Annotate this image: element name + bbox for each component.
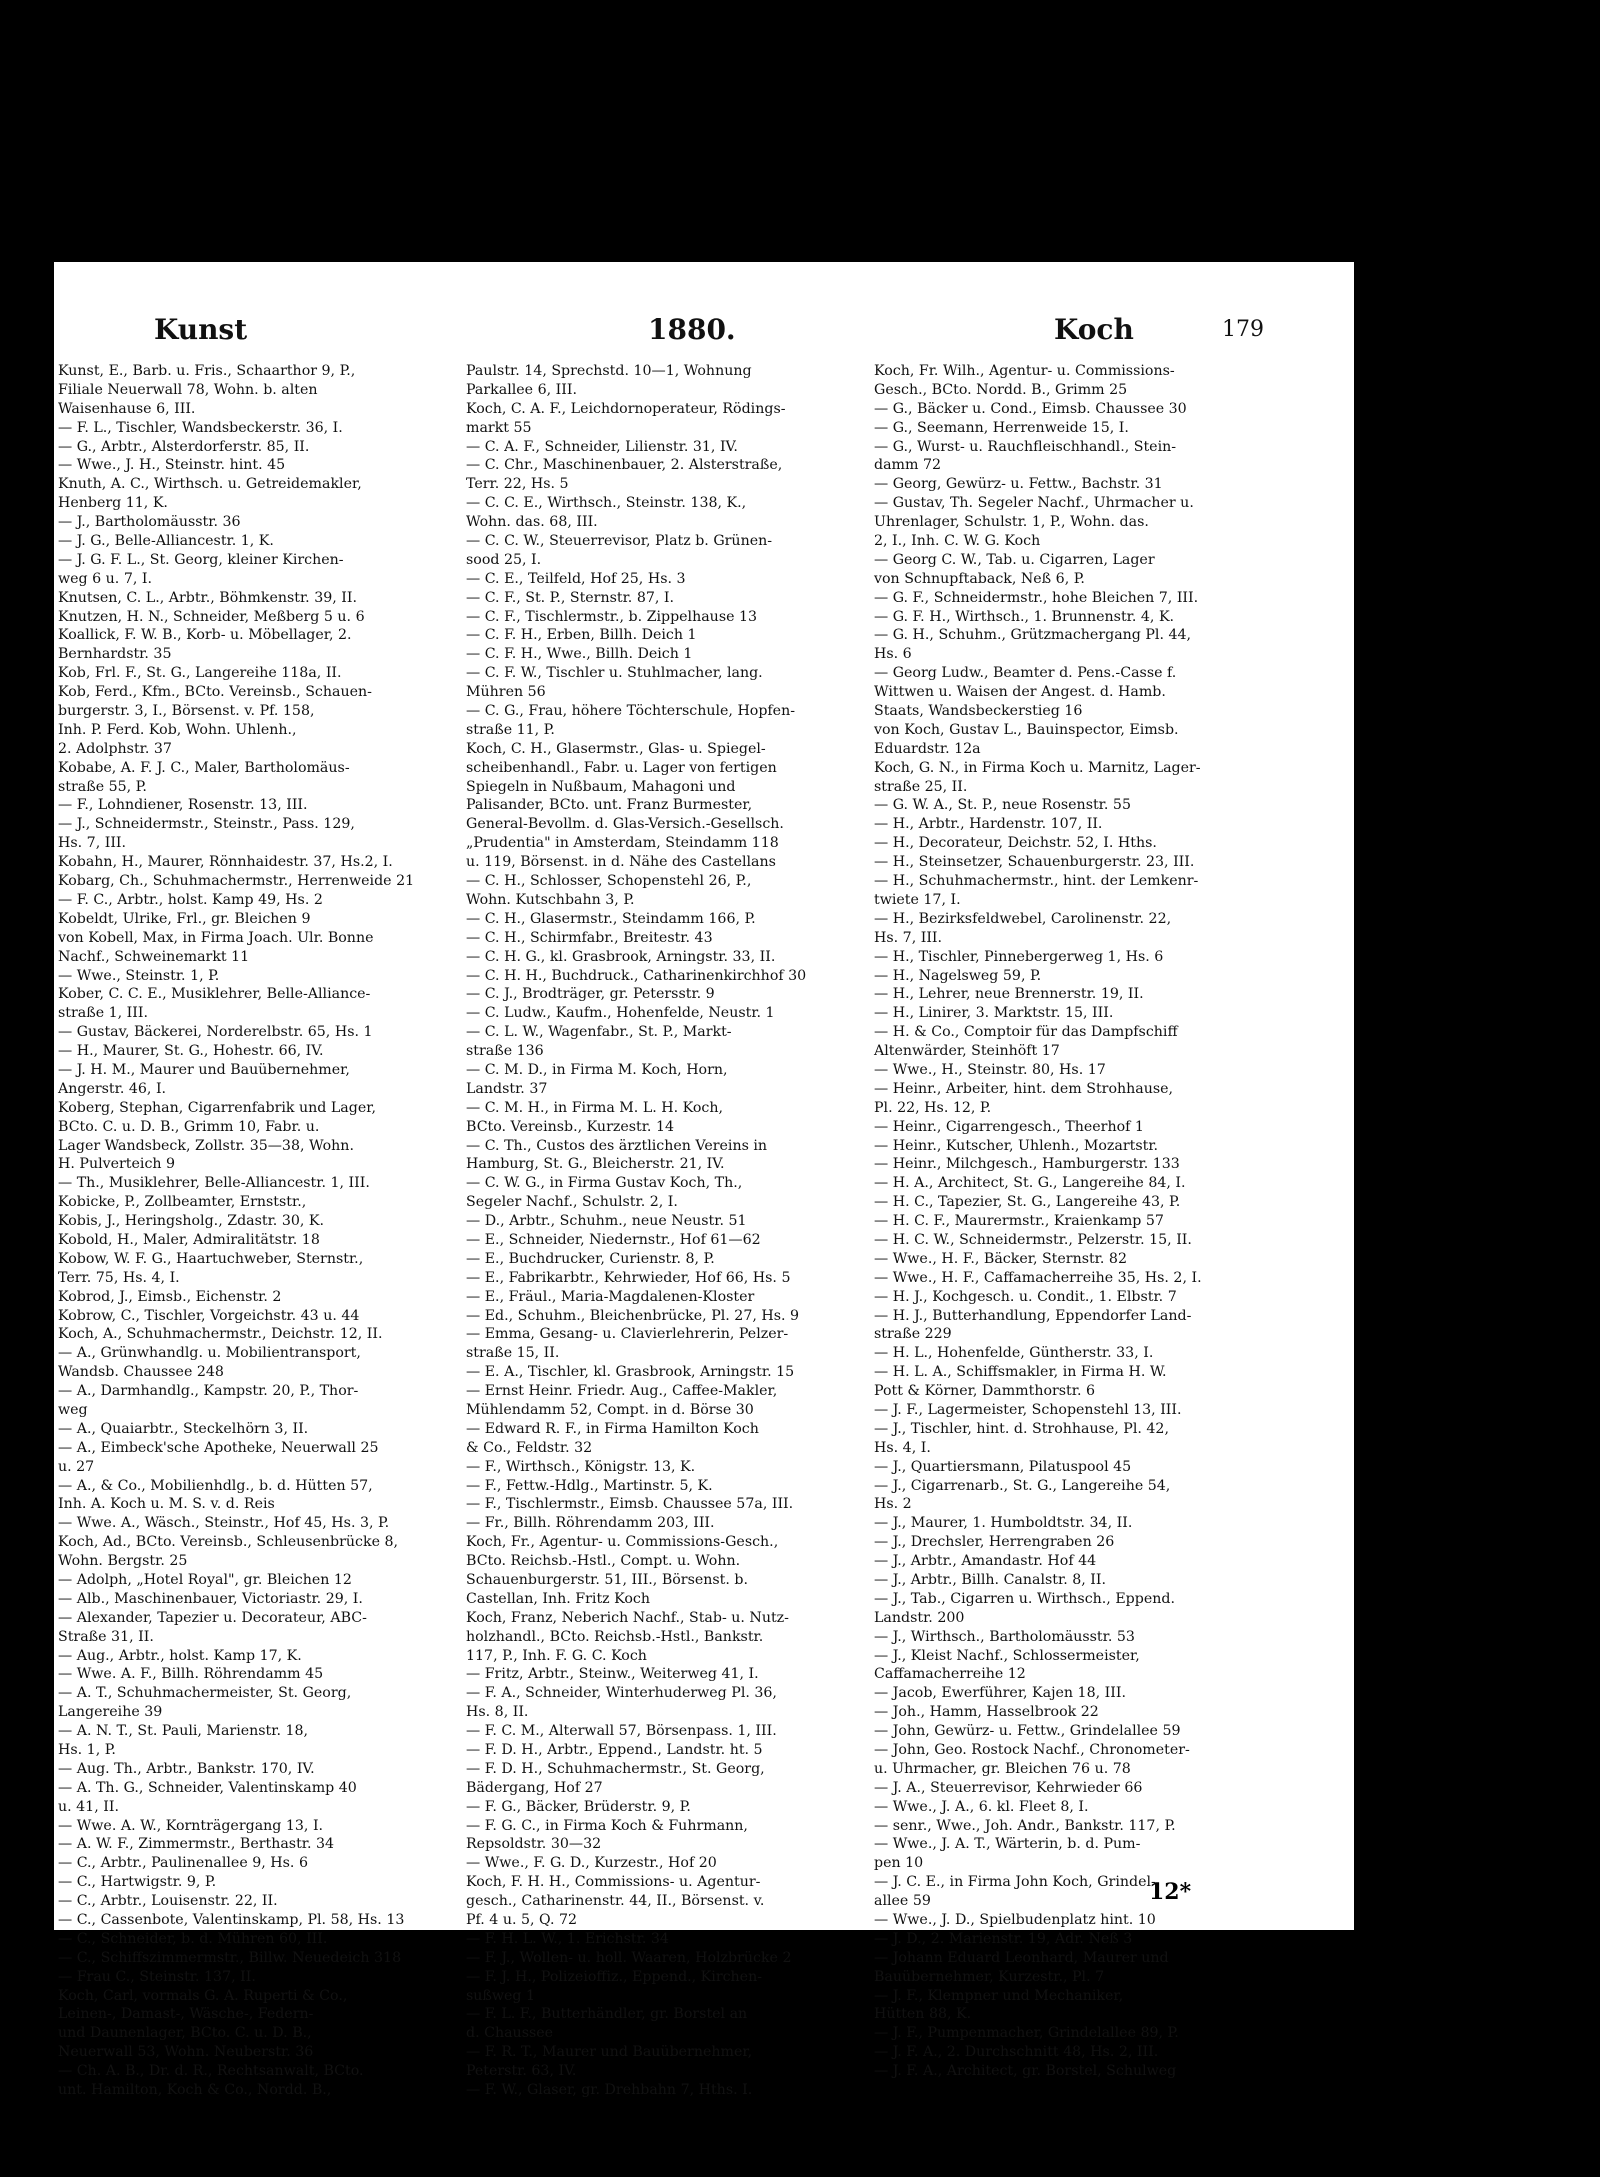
entry-line: weg	[58, 1401, 88, 1418]
entry-line: — Heinr., Arbeiter, hint. dem Strohhause,	[874, 1080, 1174, 1097]
entry-line: Bauübernehmer, Kurzestr., Pl. 7	[874, 1968, 1105, 1985]
entry-line: Altenwärder, Steinhöft 17	[874, 1043, 1060, 1060]
entry-line: — H., Decorateur, Deichstr. 52, I. Hths.	[874, 835, 1157, 852]
entry-line: weg 6 u. 7, I.	[58, 570, 152, 587]
entry-line: — F. H. L. W., 1. Erichstr. 34	[466, 1930, 669, 1947]
entry-line: General-Bevollm. d. Glas-Versich.-Gesellsch.	[466, 816, 784, 833]
entry-line: — F., Wirthsch., Königstr. 13, K.	[466, 1458, 696, 1475]
entry-line: — J. C. E., in Firma John Koch, Grindel-	[874, 1874, 1156, 1891]
entry-line: Koch, A., Schuhmachermstr., Deichstr. 12, II.	[58, 1326, 383, 1343]
entry-line: — J. F., Klempner und Mechaniker,	[874, 1987, 1124, 2004]
entry-line: — C. H. H., Buchdruck., Catharinenkirchhof 30	[466, 967, 807, 984]
entry-line: — A., & Co., Mobilienhdlg., b. d. Hütten 57,	[58, 1477, 373, 1494]
entry-line: — J., Kleist Nachf., Schlossermeister,	[874, 1647, 1140, 1664]
entry-line: — Gustav, Bäckerei, Norderelbstr. 65, Hs. 1	[58, 1024, 373, 1041]
entry-line: — Ernst Heinr. Friedr. Aug., Caffee-Makler,	[466, 1383, 778, 1400]
entry-line: Filiale Neuerwall 78, Wohn. b. alten	[58, 381, 318, 398]
entry-line: — H., Arbtr., Hardenstr. 107, II.	[874, 816, 1103, 833]
entry-line: Bernhardstr. 35	[58, 646, 172, 663]
entry-line: — A., Darmhandlg., Kampstr. 20, P., Thor-	[58, 1383, 359, 1400]
entry-line: — Fr., Billh. Röhrendamm 203, III.	[466, 1515, 715, 1532]
entry-line: Mühren 56	[466, 684, 546, 701]
entry-line: — Jacob, Ewerführer, Kajen 18, III.	[874, 1685, 1126, 1702]
entry-line: Hs. 1, P.	[58, 1742, 116, 1759]
entry-line: straße 11, P.	[466, 721, 555, 738]
entry-line: — Alexander, Tapezier u. Decorateur, ABC-	[58, 1609, 367, 1626]
entry-line: — Aug. Th., Arbtr., Bankstr. 170, IV.	[58, 1760, 315, 1777]
entry-line: straße 25, II.	[874, 778, 968, 795]
entry-line: — C. M. H., in Firma M. L. H. Koch,	[466, 1099, 724, 1116]
entry-line: — G. F., Schneidermstr., hohe Bleichen 7, III.	[874, 589, 1199, 606]
entry-line: — A. N. T., St. Pauli, Marienstr. 18,	[58, 1723, 309, 1740]
entry-line: Palisander, BCto. unt. Franz Burmester,	[466, 797, 753, 814]
entry-line: sood 25, I.	[466, 551, 542, 568]
entry-line: — E., Fabrikarbtr., Kehrwieder, Hof 66, Hs. 5	[466, 1269, 791, 1286]
entry-line: — C. Th., Custos des ärztlichen Vereins in	[466, 1137, 768, 1154]
running-header	[54, 313, 1354, 355]
entry-line: damm 72	[874, 457, 942, 474]
entry-line: — Ed., Schuhm., Bleichenbrücke, Pl. 27, Hs. 9	[466, 1307, 800, 1324]
entry-line: Pott & Körner, Dammthorstr. 6	[874, 1383, 1096, 1400]
entry-line: scheibenhandl., Fabr. u. Lager von fertigen	[466, 759, 777, 776]
entry-line: Langereihe 39	[58, 1704, 163, 1721]
entry-line: — Adolph, „Hotel Royal", gr. Bleichen 12	[58, 1572, 352, 1588]
entry-line: Kob, Frl. F., St. G., Langereihe 118a, II.	[58, 665, 342, 682]
entry-line: — C., Arbtr., Paulinenallee 9, Hs. 6	[58, 1855, 308, 1872]
entry-line: Hs. 8, II.	[466, 1704, 529, 1721]
entry-line: — J. G., Belle-Alliancestr. 1, K.	[58, 533, 274, 550]
entry-line: Bädergang, Hof 27	[466, 1779, 603, 1796]
entry-line: — C. G., Frau, höhere Töchterschule, Hopfen-	[466, 703, 796, 720]
entry-line: — G., Seemann, Herrenweide 15, I.	[874, 419, 1129, 436]
entry-line: Koch, G. N., in Firma Koch u. Marnitz, Lager-	[874, 759, 1201, 776]
entry-line: straße 15, II.	[466, 1345, 560, 1362]
entry-line: — F. C., Arbtr., holst. Kamp 49, Hs. 2	[58, 891, 323, 908]
entry-line: Inh. A. Koch u. M. S. v. d. Reis	[58, 1496, 275, 1513]
entry-line: Inh. P. Ferd. Kob, Wohn. Uhlenh.,	[58, 721, 297, 738]
entry-line: — C. F., Tischlermstr., b. Zippelhause 13	[466, 608, 758, 625]
entry-line: — F. R. T., Maurer und Bauübernehmer,	[466, 2044, 753, 2061]
entry-line: — Aug., Arbtr., holst. Kamp 17, K.	[58, 1647, 302, 1664]
entry-line: Koallick, F. W. B., Korb- u. Möbellager, 2.	[58, 627, 352, 644]
entry-line: — J. H. M., Maurer und Bauübernehmer,	[58, 1061, 350, 1078]
entry-line: holzhandl., BCto. Reichsb.-Hstl., Bankstr.	[466, 1628, 764, 1645]
entry-line: — G., Bäcker u. Cond., Eimsb. Chaussee 30	[874, 400, 1187, 417]
entry-line: Segeler Nachf., Schulstr. 2, I.	[466, 1194, 678, 1211]
entry-line: — H., Steinsetzer, Schauenburgerstr. 23, III.	[874, 854, 1195, 871]
entry-line: — Georg Ludw., Beamter d. Pens.-Casse f.	[874, 665, 1177, 682]
entry-line: Wittwen u. Waisen der Angest. d. Hamb.	[874, 684, 1166, 701]
entry-line: — C., Cassenbote, Valentinskamp, Pl. 58, Hs. 13	[58, 1912, 405, 1929]
directory-page	[54, 262, 1354, 2099]
entry-line: — F. J. H., Polizeioffiz., Eppend., Kirchen-	[466, 1968, 763, 1985]
entry-line: — Joh., Hamm, Hasselbrook 22	[874, 1704, 1099, 1721]
entry-line: — G., Wurst- u. Rauchfleischhandl., Stein-	[874, 438, 1177, 455]
column-middle	[466, 362, 862, 2099]
entry-line: — J. G. F. L., St. Georg, kleiner Kirchen-	[58, 551, 344, 568]
entry-line: — F. L. F., Butterhändler, gr. Borstel an	[466, 2006, 748, 2023]
entry-line: — J. A., Steuerrevisor, Kehrwieder 66	[874, 1779, 1143, 1796]
entry-line: — H. L. A., Schiffsmakler, in Firma H. W.	[874, 1364, 1167, 1381]
entry-line: Koch, F. H. H., Commissions- u. Agentur-	[466, 1874, 761, 1891]
entry-line: Castellan, Inh. Fritz Koch	[466, 1590, 650, 1607]
entry-line: — Georg, Gewürz- u. Fettw., Bachstr. 31	[874, 476, 1163, 493]
entry-line: Paulstr. 14, Sprechstd. 10—1, Wohnung	[466, 363, 752, 379]
entry-line: — Wwe., Steinstr. 1, P.	[58, 967, 220, 984]
entry-line: BCto. Reichsb.-Hstl., Compt. u. Wohn.	[466, 1553, 741, 1570]
entry-line: Wohn. das. 68, III.	[466, 514, 598, 531]
entry-line: Koch, Fr., Agentur- u. Commissions-Gesch.,	[466, 1534, 779, 1551]
entry-line: — John, Gewürz- u. Fettw., Grindelallee 59	[874, 1723, 1181, 1740]
entry-line: — J. D., 2. Marienstr. 19, Adr. Neß 3	[874, 1930, 1133, 1947]
entry-line: Kob, Ferd., Kfm., BCto. Vereinsb., Schauen-	[58, 684, 372, 701]
entry-line: Kobold, H., Maler, Admiralitätstr. 18	[58, 1231, 320, 1248]
entry-line: — F. A., Schneider, Winterhuderweg Pl. 36,	[466, 1685, 777, 1702]
entry-line: Wohn. Bergstr. 25	[58, 1553, 188, 1570]
entry-line: — Wwe., H., Steinstr. 80, Hs. 17	[874, 1061, 1106, 1078]
entry-line: — J., Tab., Cigarren u. Wirthsch., Eppend.	[874, 1590, 1175, 1607]
entry-line: — F. D. H., Arbtr., Eppend., Landstr. ht. 5	[466, 1742, 763, 1759]
entry-line: — F. G. C., in Firma Koch & Fuhrmann,	[466, 1817, 748, 1834]
entry-line: Kobrod, J., Eimsb., Eichenstr. 2	[58, 1288, 282, 1305]
entry-line: — H., Maurer, St. G., Hohestr. 66, IV.	[58, 1043, 324, 1060]
entry-line: — Edward R. F., in Firma Hamilton Koch	[466, 1420, 759, 1437]
entry-line: — D., Arbtr., Schuhm., neue Neustr. 51	[466, 1213, 747, 1230]
entry-line: Kobicke, P., Zollbeamter, Ernststr.,	[58, 1194, 307, 1211]
entry-line: — H. & Co., Comptoir für das Dampfschiff	[874, 1024, 1178, 1041]
entry-line: Landstr. 37	[466, 1080, 548, 1097]
entry-line: — H. C. F., Maurermstr., Kraienkamp 57	[874, 1213, 1164, 1230]
entry-line: — Wwe., F. G. D., Kurzestr., Hof 20	[466, 1855, 717, 1872]
entry-line: u. 41, II.	[58, 1798, 119, 1815]
entry-line: Kobahn, H., Maurer, Rönnhaidestr. 37, Hs.2, I.	[58, 854, 393, 871]
entry-line: — F., Fettw.-Hdlg., Martinstr. 5, K.	[466, 1477, 713, 1494]
entry-line: — Wwe., H. F., Caffamacherreihe 35, Hs. 2, I.	[874, 1269, 1202, 1286]
entry-line: & Co., Feldstr. 32	[466, 1439, 593, 1456]
entry-line: Landstr. 200	[874, 1609, 965, 1626]
entry-line: — J., Bartholomäusstr. 36	[58, 514, 241, 531]
entry-line: Kobrow, C., Tischler, Vorgeichstr. 43 u. 44	[58, 1307, 360, 1324]
entry-line: u. 119, Börsenst. in d. Nähe des Castellans	[466, 854, 776, 871]
entry-line: — Heinr., Milchgesch., Hamburgerstr. 133	[874, 1156, 1180, 1173]
entry-line: — C., Schiffszimmermstr., Billw. Neuedeich 318	[58, 1949, 402, 1966]
entry-line: — Wwe. A. F., Billh. Röhrendamm 45	[58, 1666, 324, 1683]
entry-line: sußweg 1	[466, 1987, 536, 2004]
entry-line: — E., Schneider, Niedernstr., Hof 61—62	[466, 1231, 761, 1248]
entry-line: — C. L. W., Wagenfabr., St. P., Markt-	[466, 1024, 732, 1041]
entry-line: — E., Buchdrucker, Curienstr. 8, P.	[466, 1250, 715, 1267]
entry-line: — J. F., Lagermeister, Schopenstehl 13, III.	[874, 1401, 1182, 1418]
entry-line: — C., Schneider, b. d. Mühren 60, III.	[58, 1930, 328, 1947]
entry-line: — C., Arbtr., Louisenstr. 22, II.	[58, 1893, 278, 1910]
entry-line: BCto. C. u. D. B., Grimm 10, Fabr. u.	[58, 1118, 320, 1135]
entry-line: u. Uhrmacher, gr. Bleichen 76 u. 78	[874, 1760, 1131, 1777]
entry-line: — H., Schuhmachermstr., hint. der Lemkenr-	[874, 873, 1199, 890]
entry-line: — J. F. A., Architect, gr. Borstel, Schulweg	[874, 2063, 1177, 2080]
entry-line: Repsoldstr. 30—32	[466, 1836, 602, 1853]
entry-line: — F. J., Wollen- u. holl. Waaren, Holzbrücke 2	[466, 1949, 792, 1966]
entry-line: — C. W. G., in Firma Gustav Koch, Th.,	[466, 1175, 743, 1192]
entry-line: straße 55, P.	[58, 778, 147, 795]
entry-line: Kobis, J., Heringsholg., Zdastr. 30, K.	[58, 1213, 325, 1230]
entry-line: — J., Drechsler, Herrengraben 26	[874, 1534, 1115, 1551]
entry-line: — A., Eimbeck'sche Apotheke, Neuerwall 25	[58, 1439, 379, 1456]
entry-line: — A. Th. G., Schneider, Valentinskamp 40	[58, 1779, 357, 1796]
entry-line: twiete 17, I.	[874, 891, 961, 908]
entry-line: Neuerwall 53, Wohn. Neuberstr. 36	[58, 2044, 314, 2061]
entry-line: — Wwe. A. W., Kornträgergang 13, I.	[58, 1817, 324, 1834]
entry-line: Nachf., Schweinemarkt 11	[58, 948, 250, 965]
entry-line: und Daunenlager, BCto. C. u. D. B.,	[58, 2025, 312, 2042]
entry-line: Koch, C. H., Glasermstr., Glas- u. Spiegel-	[466, 740, 766, 757]
entry-line: Peterstr. 63, IV.	[466, 2063, 577, 2080]
entry-line: — Gustav, Th. Segeler Nachf., Uhrmacher u.	[874, 495, 1194, 512]
entry-line: von Koch, Gustav L., Bauinspector, Eimsb.	[874, 721, 1179, 738]
entry-line: Wohn. Kutschbahn 3, P.	[466, 891, 635, 908]
entry-line: — F., Lohndiener, Rosenstr. 13, III.	[58, 797, 308, 814]
entry-line: Hütten 88, K.	[874, 2006, 972, 2023]
entry-line: — Th., Musiklehrer, Belle-Alliancestr. 1, III.	[58, 1175, 370, 1192]
entry-line: Uhrenlager, Schulstr. 1, P., Wohn. das.	[874, 514, 1149, 531]
page-number: 179	[1222, 317, 1264, 342]
entry-line: — Heinr., Cigarrengesch., Theerhof 1	[874, 1118, 1144, 1135]
entry-line: — J. F. A., 2. Durchschnitt 48, Hs. 2, III.	[874, 2044, 1159, 2061]
entry-line: Koberg, Stephan, Cigarrenfabrik und Lager,	[58, 1099, 376, 1116]
entry-line: Hs. 4, I.	[874, 1439, 931, 1456]
entry-line: allee 59	[874, 1893, 931, 1910]
entry-line: — C. F. W., Tischler u. Stuhlmacher, lang.	[466, 665, 763, 682]
entry-line: — C. F. H., Wwe., Billh. Deich 1	[466, 646, 693, 663]
entry-line: — C. C. E., Wirthsch., Steinstr. 138, K.,	[466, 495, 747, 512]
entry-line: Parkallee 6, III.	[466, 381, 577, 398]
entry-line: — J., Arbtr., Billh. Canalstr. 8, II.	[874, 1572, 1107, 1588]
entry-line: — C. C. W., Steuerrevisor, Platz b. Grünen-	[466, 533, 773, 550]
entry-line: — J., Schneidermstr., Steinstr., Pass. 129,	[58, 816, 355, 833]
entry-line: von Kobell, Max, in Firma Joach. Ulr. Bonne	[58, 929, 374, 946]
entry-line: — Wwe., J. A. T., Wärterin, b. d. Pum-	[874, 1836, 1141, 1853]
entry-line: — Ch. A. B., Dr. d. R., Rechtsanwalt, BCto.	[58, 2063, 364, 2080]
entry-line: Koch, C. A. F., Leichdornoperateur, Rödings-	[466, 400, 786, 417]
header-left-word: Kunst	[154, 313, 248, 346]
entry-line: — C. H., Schlosser, Schopenstehl 26, P.,	[466, 873, 752, 890]
entry-line: — Fritz, Arbtr., Steinw., Weiterweg 41, I.	[466, 1666, 759, 1683]
entry-line: — Georg C. W., Tab. u. Cigarren, Lager	[874, 551, 1155, 568]
entry-line: — C. H. G., kl. Grasbrook, Arningstr. 33, II.	[466, 948, 776, 965]
entry-line: — Wwe. A., Wäsch., Steinstr., Hof 45, Hs. 3, P.	[58, 1515, 390, 1532]
entry-line: Hs. 7, III.	[874, 929, 943, 946]
entry-line: — Frau C., Steinstr. 137, II.	[58, 1968, 256, 1985]
entry-line: — senr., Wwe., Joh. Andr., Bankstr. 117, P.	[874, 1817, 1176, 1834]
entry-line: Angerstr. 46, I.	[58, 1080, 167, 1097]
entry-line: Spiegeln in Nußbaum, Mahagoni und	[466, 778, 736, 795]
entry-line: — J., Maurer, 1. Humboldtstr. 34, II.	[874, 1515, 1133, 1532]
entry-line: — C. Chr., Maschinenbauer, 2. Alsterstraße,	[466, 457, 783, 474]
entry-line: Hs. 7, III.	[58, 835, 127, 852]
entry-line: H. Pulverteich 9	[58, 1156, 176, 1173]
entry-line: — E. A., Tischler, kl. Grasbrook, Arningstr. 15	[466, 1364, 795, 1381]
entry-line: Wandsb. Chaussee 248	[58, 1364, 224, 1381]
entry-line: Mühlendamm 52, Compt. in d. Börse 30	[466, 1401, 754, 1418]
entry-line: Eduardstr. 12a	[874, 740, 981, 757]
entry-line: Knuth, A. C., Wirthsch. u. Getreidemakler,	[58, 476, 362, 493]
entry-line: Caffamacherreihe 12	[874, 1666, 1026, 1683]
entry-line: — H. C. W., Schneidermstr., Pelzerstr. 15, II.	[874, 1231, 1192, 1248]
signature-mark: 12*	[1149, 1879, 1192, 1905]
entry-line: — C. M. D., in Firma M. Koch, Horn,	[466, 1061, 728, 1078]
entry-line: — H., Nagelsweg 59, P.	[874, 967, 1042, 984]
entry-line: burgerstr. 3, I., Börsenst. v. Pf. 158,	[58, 703, 315, 720]
entry-line: — John, Geo. Rostock Nachf., Chronometer-	[874, 1742, 1190, 1759]
entry-line: d. Chaussee	[466, 2025, 554, 2042]
entry-line: — G., Arbtr., Alsterdorferstr. 85, II.	[58, 438, 310, 455]
entry-line: — F. G., Bäcker, Brüderstr. 9, P.	[466, 1798, 691, 1815]
entry-line: straße 229	[874, 1326, 952, 1343]
entry-line: — Alb., Maschinenbauer, Victoriastr. 29, I.	[58, 1590, 363, 1607]
entry-line: Hs. 6	[874, 646, 912, 663]
entry-line: — A., Quaiarbtr., Steckelhörn 3, II.	[58, 1420, 309, 1437]
entry-line: straße 1, III.	[58, 1005, 148, 1022]
entry-line: — H., Linirer, 3. Marktstr. 15, III.	[874, 1005, 1114, 1022]
entry-line: — H., Lehrer, neue Brennerstr. 19, II.	[874, 986, 1144, 1003]
entry-line: Gesch., BCto. Nordd. B., Grimm 25	[874, 381, 1128, 398]
entry-line: u. 27	[58, 1458, 95, 1475]
entry-line: Terr. 75, Hs. 4, I.	[58, 1269, 180, 1286]
entry-line: Lager Wandsbeck, Zollstr. 35—38, Wohn.	[58, 1137, 354, 1154]
entry-line: Hamburg, St. G., Bleicherstr. 21, IV.	[466, 1156, 725, 1173]
entry-line: — H. C., Tapezier, St. G., Langereihe 43, P.	[874, 1194, 1181, 1211]
entry-line: unt. Hamilton, Koch & Co., Nordd. B.,	[58, 2082, 332, 2099]
entry-line: 2, I., Inh. C. W. G. Koch	[874, 533, 1041, 550]
entry-line: — Emma, Gesang- u. Clavierlehrerin, Pelzer-	[466, 1326, 789, 1343]
entry-line: Kobabe, A. F. J. C., Maler, Bartholomäus-	[58, 759, 350, 776]
entry-line: — C. J., Brodträger, gr. Petersstr. 9	[466, 986, 715, 1003]
entry-line: Pf. 4 u. 5, Q. 72	[466, 1912, 578, 1929]
entry-line: — G. F. H., Wirthsch., 1. Brunnenstr. 4, K.	[874, 608, 1175, 625]
entry-line: — C. H., Schirmfabr., Breitestr. 43	[466, 929, 713, 946]
entry-line: Kunst, E., Barb. u. Fris., Schaarthor 9, P.,	[58, 363, 356, 379]
entry-line: 117, P., Inh. F. G. C. Koch	[466, 1647, 647, 1664]
entry-line: — C. F. H., Erben, Billh. Deich 1	[466, 627, 697, 644]
entry-line: Terr. 22, Hs. 5	[466, 476, 569, 493]
entry-line: — A. W. F., Zimmermstr., Berthastr. 34	[58, 1836, 335, 1853]
entry-line: Straße 31, II.	[58, 1628, 154, 1645]
entry-line: — F. L., Tischler, Wandsbeckerstr. 36, I.	[58, 419, 343, 436]
entry-line: — J., Wirthsch., Bartholomäusstr. 53	[874, 1628, 1135, 1645]
entry-line: straße 136	[466, 1043, 544, 1060]
header-year: 1880.	[648, 313, 736, 346]
entry-line: gesch., Catharinenstr. 44, II., Börsenst. v.	[466, 1893, 765, 1910]
entry-line: — A., Grünwhandlg. u. Mobilientransport,	[58, 1345, 361, 1362]
entry-line: — Johann Eduard Leonhard, Maurer und	[874, 1949, 1169, 1966]
entry-line: BCto. Vereinsb., Kurzestr. 14	[466, 1118, 674, 1135]
entry-line: Schauenburgerstr. 51, III., Börsenst. b.	[466, 1572, 748, 1588]
entry-line: — F., Tischlermstr., Eimsb. Chaussee 57a, III.	[466, 1496, 794, 1513]
entry-line: Leinen-, Damast-, Wäsche-, Federn-	[58, 2006, 314, 2023]
entry-line: Kober, C. C. E., Musiklehrer, Belle-Alliance-	[58, 986, 371, 1003]
entry-line: — F. W., Glaser, gr. Drehbahn 7, Hths. I.	[466, 2082, 753, 2099]
entry-line: — G. W. A., St. P., neue Rosenstr. 55	[874, 797, 1131, 814]
entry-line: pen 10	[874, 1855, 924, 1872]
entry-line: Knutzen, H. N., Schneider, Meßberg 5 u. 6	[58, 608, 365, 625]
entry-line: — H., Tischler, Pinnebergerweg 1, Hs. 6	[874, 948, 1164, 965]
entry-line: — J., Arbtr., Amandastr. Hof 44	[874, 1553, 1097, 1570]
entry-line: — C. F., St. P., Sternstr. 87, I.	[466, 589, 675, 606]
entry-line: Koch, Franz, Neberich Nachf., Stab- u. Nutz-	[466, 1609, 789, 1626]
entry-line: — F. D. H., Schuhmachermstr., St. Georg,	[466, 1760, 765, 1777]
entry-line: — J., Cigarrenarb., St. G., Langereihe 54,	[874, 1477, 1171, 1494]
entry-line: — C., Hartwigstr. 9, P.	[58, 1874, 217, 1891]
entry-line: — J., Quartiersmann, Pilatuspool 45	[874, 1458, 1132, 1475]
entry-line: — Heinr., Kutscher, Uhlenh., Mozartstr.	[874, 1137, 1159, 1154]
entry-line: Hs. 2	[874, 1496, 912, 1513]
entry-line: „Prudentia" in Amsterdam, Steindamm 118	[466, 835, 779, 852]
column-left	[58, 362, 454, 2099]
entry-line: Koch, Carl, vormals G. A. Ruperti & Co.,	[58, 1987, 348, 2004]
entry-line: — J. F., Pumpenmacher, Grindelallee 89, P.	[874, 2025, 1179, 2042]
entry-line: Kobow, W. F. G., Haartuchweber, Sternstr.,	[58, 1250, 364, 1267]
entry-line: Kobeldt, Ulrike, Frl., gr. Bleichen 9	[58, 910, 311, 927]
entry-line: Waisenhause 6, III.	[58, 400, 196, 417]
entry-line: Koch, Ad., BCto. Vereinsb., Schleusenbrücke 8,	[58, 1534, 399, 1551]
entry-line: von Schnupftaback, Neß 6, P.	[874, 570, 1085, 587]
entry-line: — J., Tischler, hint. d. Strohhause, Pl. 42,	[874, 1420, 1169, 1437]
entry-line: — C. H., Glasermstr., Steindamm 166, P.	[466, 910, 756, 927]
entry-line: Kobarg, Ch., Schuhmachermstr., Herrenweide 21	[58, 873, 415, 890]
entry-line: — C. E., Teilfeld, Hof 25, Hs. 3	[466, 570, 686, 587]
entry-line: — E., Fräul., Maria-Magdalenen-Kloster	[466, 1288, 755, 1305]
entry-line: — Wwe., J. A., 6. kl. Fleet 8, I.	[874, 1798, 1089, 1815]
entry-line: — H. A., Architect, St. G., Langereihe 84, I.	[874, 1175, 1186, 1192]
entry-line: — A. T., Schuhmachermeister, St. Georg,	[58, 1685, 352, 1702]
entry-line: — G. H., Schuhm., Grützmachergang Pl. 44,	[874, 627, 1192, 644]
entry-line: Koch, Fr. Wilh., Agentur- u. Commissions-	[874, 363, 1175, 379]
entry-line: 2. Adolphstr. 37	[58, 740, 172, 757]
entry-line: — Wwe., J. H., Steinstr. hint. 45	[58, 457, 286, 474]
entry-line: — H. J., Butterhandlung, Eppendorfer Land-	[874, 1307, 1192, 1324]
header-right-word: Koch	[1054, 313, 1134, 346]
entry-line: Knutsen, C. L., Arbtr., Böhmkenstr. 39, II.	[58, 589, 357, 606]
entry-line: — H. J., Kochgesch. u. Condit., 1. Elbstr. 7	[874, 1288, 1177, 1305]
entry-line: Henberg 11, K.	[58, 495, 168, 512]
entry-line: — C. Ludw., Kaufm., Hohenfelde, Neustr. 1	[466, 1005, 775, 1022]
entry-line: — Wwe., H. F., Bäcker, Sternstr. 82	[874, 1250, 1127, 1267]
entry-line: Staats, Wandsbeckerstieg 16	[874, 703, 1083, 720]
column-right	[874, 362, 1270, 2080]
entry-line: Pl. 22, Hs. 12, P.	[874, 1099, 992, 1116]
entry-line: markt 55	[466, 419, 532, 436]
entry-line: — F. C. M., Alterwall 57, Börsenpass. 1, III.	[466, 1723, 777, 1740]
entry-line: — H. L., Hohenfelde, Güntherstr. 33, I.	[874, 1345, 1154, 1362]
entry-line: — H., Bezirksfeldwebel, Carolinenstr. 22,	[874, 910, 1172, 927]
entry-line: — Wwe., J. D., Spielbudenplatz hint. 10	[874, 1912, 1156, 1929]
entry-line: — C. A. F., Schneider, Lilienstr. 31, IV.	[466, 438, 738, 455]
